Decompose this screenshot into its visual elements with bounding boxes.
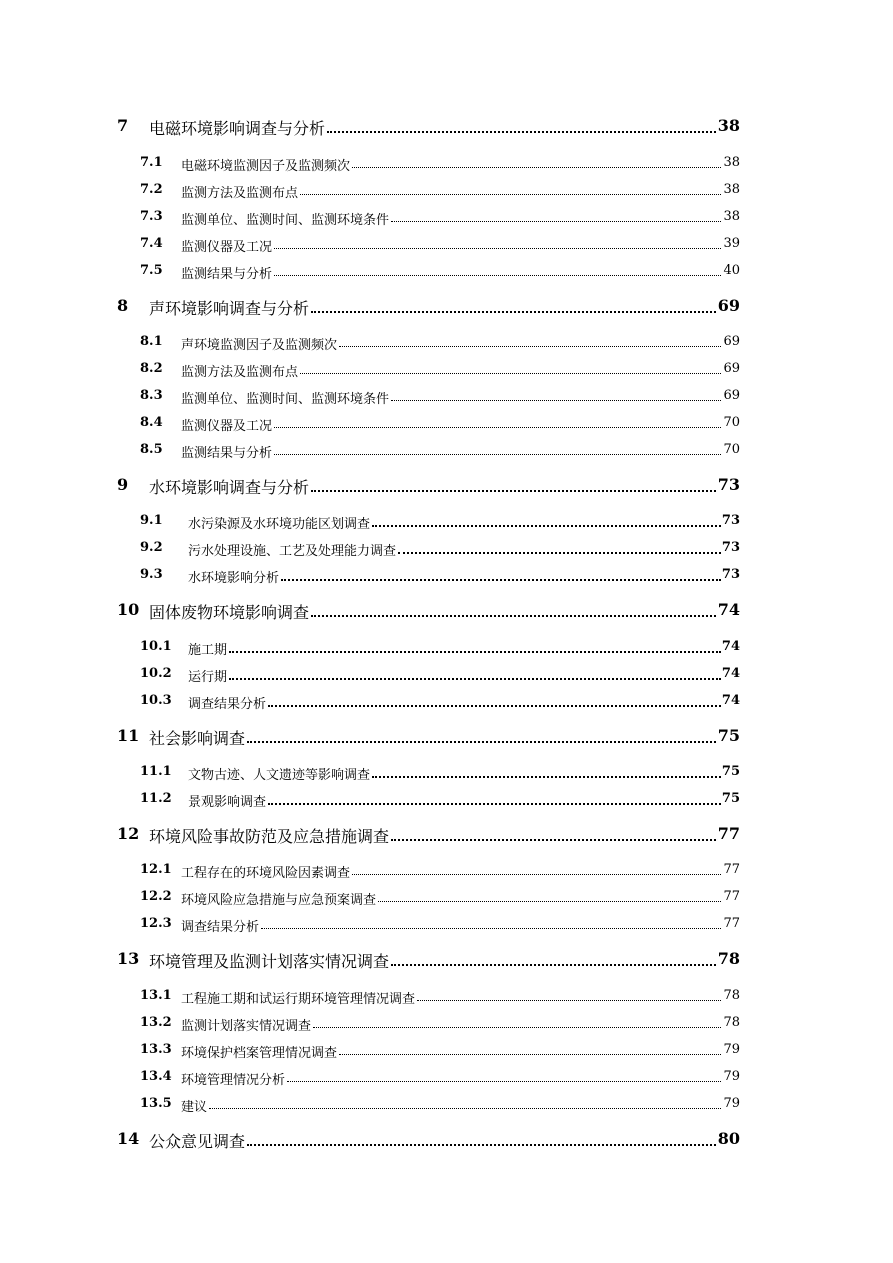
toc-entry-number: 8: [117, 296, 129, 315]
toc-entry-title: 监测单位、监测时间、监测环境条件: [181, 213, 390, 228]
toc-dot-leader: [300, 373, 721, 374]
toc-entry-page-number: 77: [717, 824, 740, 843]
toc-entry-page-number: 80: [717, 1129, 740, 1148]
toc-entry-number: 10.2: [140, 666, 172, 681]
toc-entry-number: 10.3: [140, 693, 172, 708]
toc-entry-page-number: 39: [723, 236, 740, 251]
toc-entry-page-number: 77: [723, 889, 740, 904]
toc-dot-leader: [247, 1144, 716, 1146]
toc-entry-page-number: 78: [723, 1015, 740, 1030]
toc-entry-number: 7.3: [140, 209, 163, 224]
toc-dot-leader: [229, 678, 721, 680]
toc-entry-page-number: 78: [717, 949, 740, 968]
toc-entry-number: 13: [117, 949, 140, 968]
toc-entry-title: 调查结果分析: [181, 920, 260, 935]
toc-dot-leader: [378, 901, 721, 902]
toc-entry-number: 13.2: [140, 1015, 172, 1030]
toc-entry-number: 8.5: [140, 442, 163, 457]
toc-entry-title: 监测计划落实情况调查: [181, 1019, 312, 1034]
toc-entry-title: 环境管理情况分析: [181, 1073, 286, 1088]
toc-dot-leader: [247, 741, 716, 743]
toc-entry-title: 电磁环境监测因子及监测频次: [181, 159, 351, 174]
toc-entry-title: 工程存在的环境风险因素调查: [181, 866, 351, 881]
toc-entry-page-number: 73: [717, 475, 740, 494]
toc-entry-title: 电磁环境影响调查与分析: [149, 119, 326, 138]
toc-dot-leader: [274, 454, 721, 455]
toc-entry-title: 声环境监测因子及监测频次: [181, 338, 338, 353]
toc-dot-leader: [268, 803, 721, 805]
toc-entry-number: 8.2: [140, 361, 163, 376]
toc-entry-page-number: 78: [723, 988, 740, 1003]
toc-entry-title: 环境管理及监测计划落实情况调查: [149, 952, 390, 971]
toc-entry-page-number: 69: [723, 334, 740, 349]
toc-entry-number: 11: [117, 726, 140, 745]
toc-entry-page-number: 73: [721, 513, 740, 528]
toc-entry-title: 监测结果与分析: [181, 267, 273, 282]
toc-entry-page-number: 40: [723, 263, 740, 278]
toc-entry-number: 12.1: [140, 862, 172, 877]
toc-dot-leader: [209, 1108, 721, 1109]
toc-dot-leader: [229, 651, 721, 653]
toc-entry-number: 7.5: [140, 263, 163, 278]
toc-dot-leader: [311, 311, 716, 313]
toc-entry-number: 8.4: [140, 415, 163, 430]
toc-entry-title: 监测单位、监测时间、监测环境条件: [181, 392, 390, 407]
toc-entry-number: 10: [117, 600, 140, 619]
toc-entry-title: 声环境影响调查与分析: [149, 299, 310, 318]
toc-entry-page-number: 70: [723, 442, 740, 457]
toc-dot-leader: [287, 1081, 721, 1082]
toc-entry-page-number: 74: [721, 693, 740, 708]
toc-entry-number: 8.1: [140, 334, 163, 349]
toc-entry-title: 施工期: [188, 643, 228, 658]
toc-entry-title: 水环境影响调查与分析: [149, 478, 310, 497]
toc-entry-title: 水污染源及水环境功能区划调查: [188, 517, 371, 532]
toc-dot-leader: [274, 427, 721, 428]
toc-dot-leader: [274, 248, 721, 249]
toc-entry-title: 监测仪器及工况: [181, 419, 273, 434]
toc-entry-page-number: 38: [717, 116, 740, 135]
toc-dot-leader: [391, 964, 716, 966]
toc-entry-page-number: 79: [723, 1096, 740, 1111]
toc-entry-page-number: 38: [723, 155, 740, 170]
toc-entry-page-number: 69: [723, 361, 740, 376]
toc-dot-leader: [311, 490, 716, 492]
toc-entry-number: 10.1: [140, 639, 172, 654]
toc-entry-title: 文物古迹、人文遗迹等影响调查: [188, 768, 371, 783]
toc-entry-page-number: 74: [717, 600, 740, 619]
toc-entry-number: 8.3: [140, 388, 163, 403]
toc-entry-number: 11.1: [140, 764, 172, 779]
toc-dot-leader: [339, 346, 721, 347]
toc-dot-leader: [313, 1027, 721, 1028]
toc-entry-title: 运行期: [188, 670, 228, 685]
toc-entry-page-number: 79: [723, 1069, 740, 1084]
toc-entry-page-number: 74: [721, 639, 740, 654]
toc-dot-leader: [352, 167, 721, 168]
toc-entry-number: 13.4: [140, 1069, 172, 1084]
toc-entry-title: 建议: [181, 1100, 208, 1115]
toc-entry-page-number: 75: [717, 726, 740, 745]
toc-entry-page-number: 69: [723, 388, 740, 403]
toc-entry-page-number: 79: [723, 1042, 740, 1057]
toc-entry-number: 9: [117, 475, 129, 494]
toc-entry-number: 7.2: [140, 182, 163, 197]
toc-entry-title: 工程施工期和试运行期环境管理情况调查: [181, 992, 416, 1007]
toc-entry-page-number: 77: [723, 916, 740, 931]
toc-entry-title: 公众意见调查: [149, 1132, 246, 1151]
toc-entry-number: 11.2: [140, 791, 172, 806]
toc-entry-number: 7: [117, 116, 129, 135]
toc-entry-title: 污水处理设施、工艺及处理能力调查: [188, 544, 397, 559]
toc-entry-number: 7.4: [140, 236, 163, 251]
toc-dot-leader: [372, 525, 721, 527]
toc-entry-page-number: 75: [721, 791, 740, 806]
toc-entry-page-number: 75: [721, 764, 740, 779]
toc-entry-title: 环境风险应急措施与应急预案调查: [181, 893, 377, 908]
toc-dot-leader: [372, 776, 721, 778]
toc-dot-leader: [352, 874, 721, 875]
toc-entry-title: 社会影响调查: [149, 729, 246, 748]
toc-entry-title: 监测方法及监测布点: [181, 365, 299, 380]
toc-entry-number: 13.5: [140, 1096, 172, 1111]
toc-entry-number: 9.1: [140, 513, 163, 528]
toc-entry-page-number: 70: [723, 415, 740, 430]
toc-dot-leader: [339, 1054, 721, 1055]
toc-entry-number: 14: [117, 1129, 140, 1148]
toc-entry-title: 调查结果分析: [188, 697, 267, 712]
toc-dot-leader: [300, 194, 721, 195]
toc-entry-title: 环境保护档案管理情况调查: [181, 1046, 338, 1061]
toc-dot-leader: [268, 705, 721, 707]
toc-entry-title: 景观影响调查: [188, 795, 267, 810]
toc-entry-title: 监测结果与分析: [181, 446, 273, 461]
toc-dot-leader: [391, 839, 716, 841]
toc-entry-title: 水环境影响分析: [188, 571, 280, 586]
toc-entry-number: 7.1: [140, 155, 163, 170]
toc-entry-number: 9.3: [140, 567, 163, 582]
toc-entry-title: 监测方法及监测布点: [181, 186, 299, 201]
toc-entry-page-number: 74: [721, 666, 740, 681]
toc-dot-leader: [391, 221, 721, 222]
toc-entry-page-number: 73: [721, 540, 740, 555]
toc-entry-number: 13.1: [140, 988, 172, 1003]
toc-entry-title: 监测仪器及工况: [181, 240, 273, 255]
toc-entry-number: 9.2: [140, 540, 163, 555]
toc-entry-page-number: 77: [723, 862, 740, 877]
toc-dot-leader: [391, 400, 721, 401]
toc-entry-title: 环境风险事故防范及应急措施调查: [149, 827, 390, 846]
toc-dot-leader: [398, 552, 721, 554]
toc-dot-leader: [327, 131, 716, 133]
toc-entry-page-number: 73: [721, 567, 740, 582]
toc-dot-leader: [417, 1000, 721, 1001]
toc-entry-number: 13.3: [140, 1042, 172, 1057]
toc-entry-number: 12.2: [140, 889, 172, 904]
toc-entry-number: 12: [117, 824, 140, 843]
toc-dot-leader: [281, 579, 721, 581]
toc-entry-number: 12.3: [140, 916, 172, 931]
toc-dot-leader: [261, 928, 721, 929]
toc-entry-page-number: 38: [723, 182, 740, 197]
toc-dot-leader: [311, 615, 716, 617]
toc-entry-title: 固体废物环境影响调查: [149, 603, 310, 622]
toc-entry-page-number: 69: [717, 296, 740, 315]
toc-dot-leader: [274, 275, 721, 276]
toc-entry-page-number: 38: [723, 209, 740, 224]
